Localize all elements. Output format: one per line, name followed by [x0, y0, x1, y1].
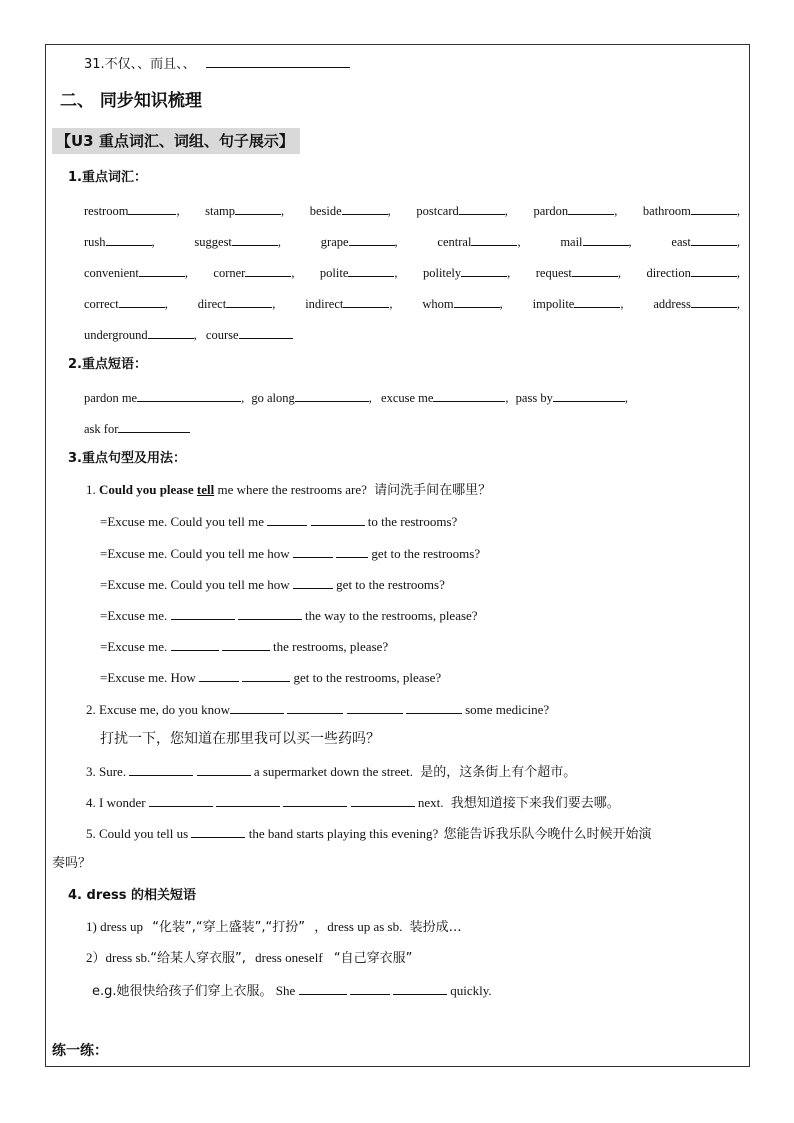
sentence-2-cn: 打扰一下，您知道在那里我可以买一些药吗？	[100, 731, 380, 747]
vocab-item: grape ,	[320, 235, 398, 249]
item-31-blank[interactable]	[206, 55, 350, 68]
vocab-item: convenient ,	[84, 266, 188, 280]
phrase-item: go along ,	[251, 391, 372, 405]
vocab-item: polite ,	[319, 266, 398, 280]
sentence-3: 3. Sure. a supermarket down the street. 是的，这条街上有个超市。	[86, 764, 577, 780]
vocab-item: underground ,	[84, 328, 197, 342]
vocab-item: postcard ,	[416, 204, 508, 218]
vocab-item: restroom ,	[84, 204, 180, 218]
sentence-5-cn-cont: 奏吗？	[52, 856, 92, 871]
vocab-item: suggest ,	[194, 235, 282, 249]
vocab-item: central ,	[437, 235, 521, 249]
sentence-4: 4. I wonder next. 我想知道接下来我们要去哪。	[86, 795, 620, 811]
dress-line-1: 1) dress up “化装”,“穿上盛装”,“打扮” ，dress up as sb. 装扮成…	[86, 919, 462, 935]
phrases-line-2	[84, 420, 190, 437]
vocab-row-5	[84, 326, 293, 343]
vocab-item: correct ,	[84, 297, 168, 311]
sentence-1-alt-5: =Excuse me. the restrooms, please?	[100, 639, 389, 654]
phrases-line-1	[84, 389, 628, 406]
phrases-title: 2.重点短语：	[68, 357, 147, 372]
vocab-item: bathroom ,	[642, 204, 740, 218]
vocab-item: address ,	[653, 297, 740, 311]
vocab-row-4	[84, 295, 740, 312]
vocab-title: 1.重点词汇：	[68, 170, 147, 185]
vocab-item: corner ,	[213, 266, 295, 280]
vocab-item: indirect ,	[305, 297, 393, 311]
sentence-1-alt-2: =Excuse me. Could you tell me how get to the restrooms?	[100, 546, 481, 561]
sentence-1-alt-3: =Excuse me. Could you tell me how get to the restrooms?	[100, 577, 445, 592]
vocab-item: beside ,	[309, 204, 391, 218]
sentence-5: 5. Could you tell us the band starts playing this evening? 您能告诉我乐队今晚什么时候开始演	[86, 826, 652, 842]
section-title: 二、 同步知识梳理	[60, 91, 202, 111]
vocab-item: politely ,	[422, 266, 511, 280]
sentence-2: 2. Excuse me, do you know some medicine?	[86, 702, 550, 717]
vocab-item: course	[206, 328, 293, 342]
unit-header: 【U3 重点词汇、词组、句子展示】	[52, 128, 300, 154]
sentence-1-alt-6: =Excuse me. How get to the restrooms, please?	[100, 670, 442, 685]
sentence-1: 1. Could you please tell me where the restrooms are? 请问洗手间在哪里？	[86, 482, 492, 498]
vocab-item: request ,	[535, 266, 621, 280]
vocab-row-3	[84, 264, 740, 281]
phrase-item: ask for	[84, 422, 190, 436]
phrase-item: excuse me ,	[381, 391, 509, 405]
sentence-1-alt-1: =Excuse me. Could you tell me to the restrooms?	[100, 514, 458, 529]
sentence-1-alt-4: =Excuse me. the way to the restrooms, please?	[100, 608, 478, 623]
vocab-item: mail ,	[560, 235, 632, 249]
sentences-title: 3.重点句型及用法：	[68, 451, 186, 466]
dress-line-2: 2）dress sb.“给某人穿衣服”, dress oneself “自己穿衣服”	[86, 950, 413, 966]
vocab-item: direct ,	[197, 297, 276, 311]
item-31-label: 31.不仅、、而且、、	[84, 57, 196, 72]
vocab-item: east ,	[671, 235, 740, 249]
vocab-row-2	[84, 233, 740, 250]
vocab-item: rush ,	[84, 235, 155, 249]
vocab-item: impolite ,	[532, 297, 624, 311]
item-31	[84, 55, 350, 73]
dress-title: 4. dress 的相关短语	[68, 888, 197, 903]
phrase-item: pardon me ,	[84, 391, 245, 405]
vocab-item: pardon ,	[533, 204, 618, 218]
practice-title: 练一练：	[52, 1043, 108, 1059]
vocab-row-1	[84, 202, 740, 219]
vocab-item: stamp ,	[205, 204, 285, 218]
vocab-item: whom ,	[422, 297, 503, 311]
phrase-item: pass by ,	[515, 391, 628, 405]
vocab-item: direction ,	[646, 266, 740, 280]
dress-example: e.g.她很快给孩子们穿上衣服。 She quickly.	[92, 983, 492, 999]
